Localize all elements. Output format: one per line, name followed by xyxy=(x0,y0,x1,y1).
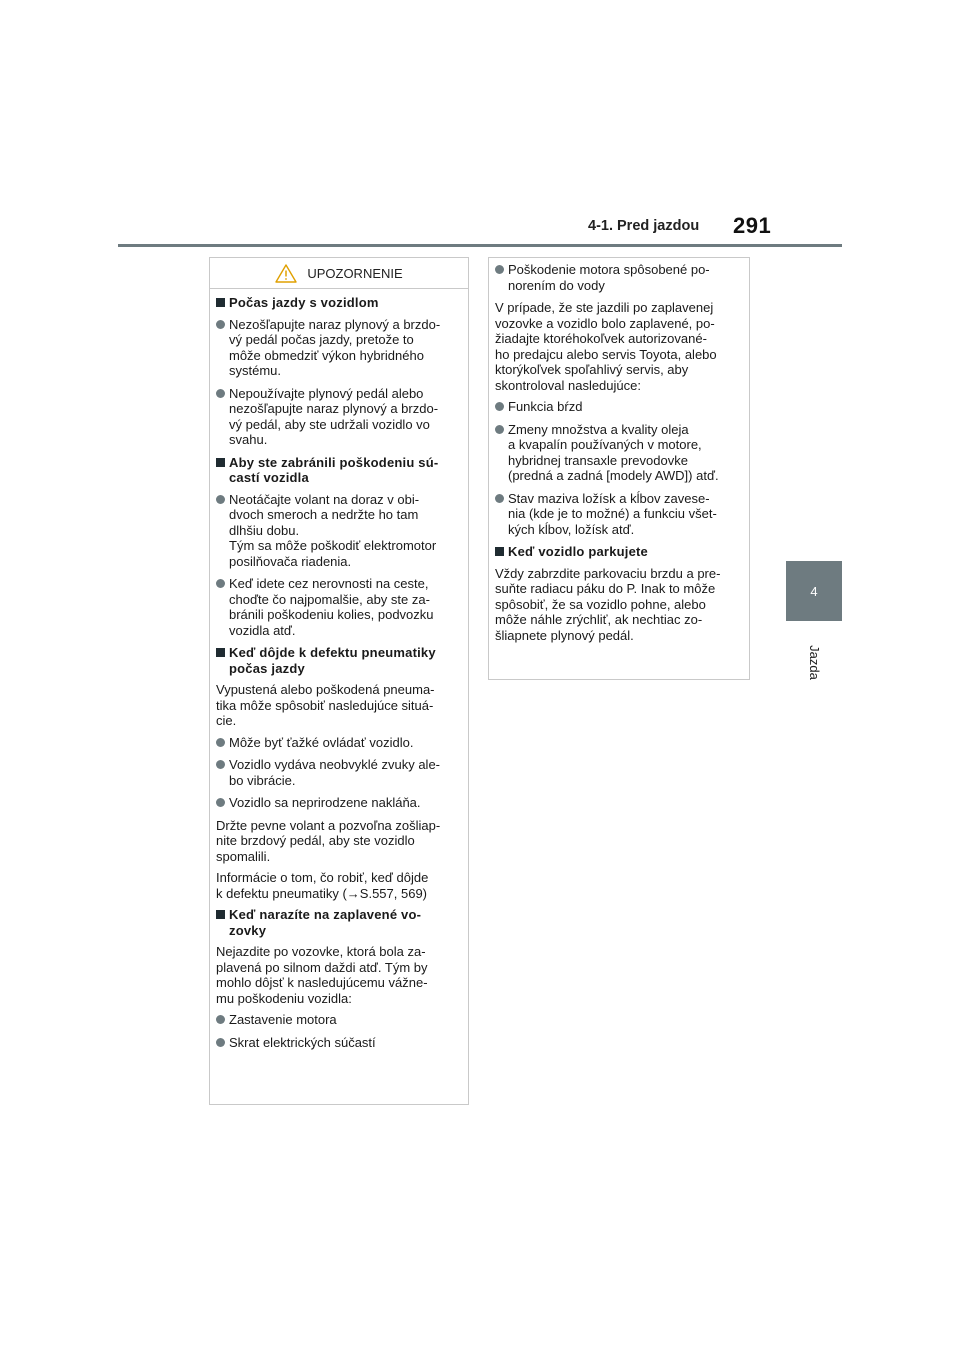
paragraph: Vypustená alebo poškodená pneuma- tika môže spôsobiť nasledujúce situá- cie. xyxy=(216,682,435,728)
section-heading: Počas jazdy s vozidlom xyxy=(216,295,463,311)
bullet-item: Zmeny množstva a kvality oleja a kvapalín používaných v motore, hybridnej transaxle prevodovke (predná a zadná [modely AWD]) atď. xyxy=(495,422,744,484)
paragraph: Informácie o tom, čo robiť, keď dôjde k defektu pneumatiky (→S.557, 569) xyxy=(216,870,429,901)
bullet-item: Poškodenie motora spôsobené po- norením do vody xyxy=(495,262,744,293)
chapter-number: 4 xyxy=(810,583,818,599)
bullet-item: Môže byť ťažké ovládať vozidlo. xyxy=(216,735,463,751)
warning-box-right xyxy=(488,257,750,680)
section-heading: Keď vozidlo parkujete xyxy=(495,544,744,560)
warning-content-left xyxy=(210,295,468,1050)
bullet-item: Zastavenie motora xyxy=(216,1012,463,1028)
paragraph: Vždy zabrzdite parkovaciu brzdu a pre- suňte radiacu páku do P. Inak to môže spôsobiť, že sa vozidlo pohne, alebo môže náhle zrýchliť, ak nechtiac zo- šliapnete plynový pedál. xyxy=(495,565,721,643)
paragraph: V prípade, že ste jazdili po zaplavenej vozovke a vozidlo bolo zaplavené, po- žiadajte ktoréhokoľvek autorizované- ho predajcu alebo servis Toyota, alebo ktorýkoľvek spoľahlivý servis, aby skontroloval nasledujúce: xyxy=(495,300,717,393)
section-title: 4-1. Pred jazdou xyxy=(588,218,700,234)
bullet-item: Vozidlo sa neprirodzene nakláňa. xyxy=(216,795,463,811)
bullet-item: Keď idete cez nerovnosti na ceste, choďte čo najpomalšie, aby ste za- bránili poškodeniu kolies, podvozku vozidla atď. xyxy=(216,576,463,638)
bullet-item: Neotáčajte volant na doraz v obi- dvoch smeroch a nedržte ho tam dlhšiu dobu. Tým sa môže poškodiť elektromotor posilňovača riadenia. xyxy=(216,492,463,570)
chapter-tab xyxy=(786,561,842,621)
section-heading: Keď dôjde k defektu pneumatiky počas jazdy xyxy=(216,645,463,676)
bullet-item: Vozidlo vydáva neobvyklé zvuky ale- bo vibrácie. xyxy=(216,757,463,788)
chapter-label: Jazda xyxy=(806,644,822,680)
warning-title: UPOZORNENIE xyxy=(307,265,403,281)
page-number: 291 xyxy=(733,213,772,238)
warning-triangle-icon xyxy=(275,264,297,283)
section-heading: Aby ste zabránili poškodeniu sú- castí vozidla xyxy=(216,455,463,486)
bullet-item: Skrat elektrických súčastí xyxy=(216,1035,463,1051)
bullet-item: Nepoužívajte plynový pedál alebo nezošľapujte naraz plynový a brzdo- vý pedál, aby ste udržali vozidlo vo svahu. xyxy=(216,386,463,448)
paragraph: Nejazdite po vozovke, ktorá bola za- plavená po silnom daždi atď. Tým by mohlo dôjsť k nasledujúcemu vážne- mu poškodeniu vozidla: xyxy=(216,944,428,1006)
warning-content-right xyxy=(489,258,749,643)
header-rule xyxy=(118,244,842,247)
paragraph: Držte pevne volant a pozvoľna zošliap- nite brzdový pedál, aby ste vozidlo spomalili. xyxy=(216,817,441,864)
bullet-item: Nezošľapujte naraz plynový a brzdo- vý pedál počas jazdy, pretože to môže obmedziť výkon hybridného systému. xyxy=(216,317,463,379)
warning-box-left xyxy=(209,257,469,1105)
warning-header xyxy=(210,258,468,289)
bullet-item: Funkcia bŕzd xyxy=(495,399,744,415)
section-heading: Keď narazíte na zaplavené vo- zovky xyxy=(216,907,463,938)
bullet-item: Stav maziva ložísk a kĺbov zavese- nia (kde je to možné) a funkciu všet- kých kĺbov, ložísk atď. xyxy=(495,491,744,538)
chapter-label-area xyxy=(786,632,842,692)
